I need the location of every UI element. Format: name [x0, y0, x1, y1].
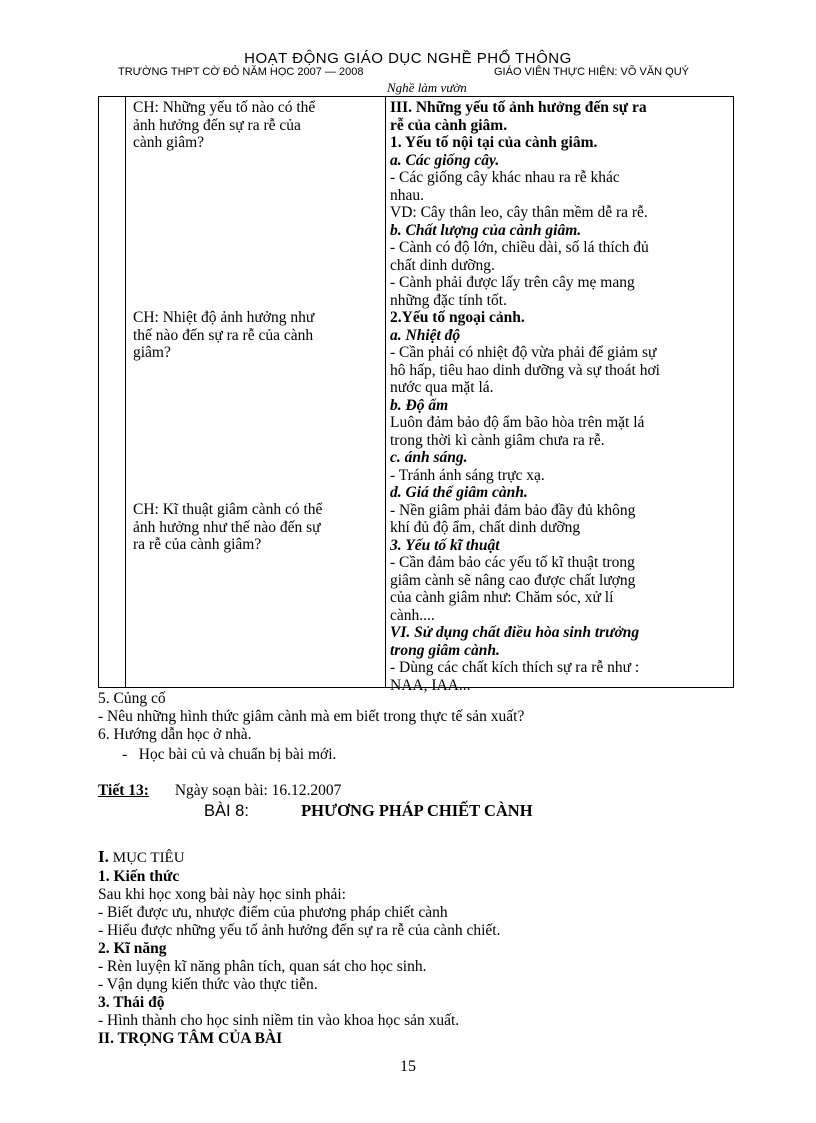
- content-line: - Cần phải có nhiệt độ vừa phải để giảm sự: [390, 344, 657, 361]
- homework-heading: 6. Hướng dẫn học ở nhà.: [98, 726, 252, 743]
- question-factors: CH: Những yếu tố nào có thể ảnh hưởng đến sự ra rễ của cành giâm?: [133, 99, 316, 151]
- content-line: a. Nhiệt độ: [390, 326, 461, 344]
- skills-item: - Vận dụng kiến thức vào thực tiễn.: [98, 976, 318, 993]
- homework-item: - Học bài củ và chuẩn bị bài mới.: [122, 746, 337, 763]
- table-divider: [125, 97, 126, 687]
- content-line: cành....: [390, 606, 435, 624]
- lesson-content-column: [390, 99, 730, 694]
- content-line: c. ánh sáng.: [390, 449, 468, 466]
- content-line: trong thời kì cành giâm chưa ra rễ.: [390, 431, 605, 449]
- page-number: 15: [400, 1058, 416, 1075]
- content-line: khí đủ độ ẩm, chất dinh dưỡng: [390, 519, 581, 536]
- table-divider: [385, 97, 386, 687]
- content-line: NAA, IAA...: [390, 676, 471, 694]
- content-line: chất dinh dưỡng.: [390, 256, 495, 274]
- content-line: a. Các giống cây.: [390, 151, 500, 169]
- content-line: VI. Sử dụng chất điều hòa sinh trưởng: [390, 624, 640, 641]
- subsection-knowledge: 1. Kiến thức: [98, 868, 180, 885]
- bullet: -: [122, 746, 128, 763]
- content-line: Luôn đảm bảo độ ẩm bão hòa trên mặt lá: [390, 414, 645, 431]
- content-line: - Nền giâm phải đảm bảo đầy đủ không: [390, 501, 636, 519]
- question-technique: CH: Kĩ thuật giâm cành có thể ảnh hưởng như thế nào đến sự ra rễ của cành giâm?: [133, 501, 323, 553]
- school-year-line: TRƯỜNG THPT CỜ ĐỎ NĂM HỌC 2007 — 2008: [118, 66, 364, 78]
- document-header-info: [118, 66, 718, 78]
- consolidation-question: - Nêu những hình thức giâm cành mà em biết trong thực tế sản xuất?: [98, 708, 525, 725]
- lesson-meta: [98, 782, 738, 800]
- content-line: 1. Yếu tố nội tại của cành giâm.: [390, 134, 598, 151]
- content-line: VD: Cây thân leo, cây thân mềm dễ ra rễ.: [390, 204, 648, 221]
- content-line: trong giâm cành.: [390, 641, 500, 659]
- teacher-line: GIÁO VIÊN THỰC HIỆN: VÕ VĂN QUÝ: [494, 66, 690, 78]
- period-label: Tiết 13:: [98, 782, 149, 799]
- lesson-table: [98, 96, 734, 694]
- skills-item: - Rèn luyện kĩ năng phân tích, quan sát cho học sinh.: [98, 958, 427, 975]
- knowledge-item: - Hiểu được những yếu tố ảnh hưởng đến sự ra rễ của cành chiết.: [98, 922, 501, 939]
- section-focus: II. TRỌNG TÂM CỦA BÀI: [98, 1030, 283, 1047]
- content-line: d. Giá thể giâm cành.: [390, 484, 528, 501]
- attitude-item: - Hình thành cho học sinh niềm tin vào khoa học sản xuất.: [98, 1012, 460, 1029]
- content-line: nước qua mặt lá.: [390, 379, 494, 396]
- document-subtitle: Nghề làm vườn: [387, 80, 467, 95]
- content-line: - Cành có độ lớn, chiều dài, số lá thích đủ: [390, 239, 649, 256]
- content-line: - Cần đảm bảo các yếu tố kĩ thuật trong: [390, 554, 635, 571]
- content-line: b. Chất lượng của cành giâm.: [390, 221, 582, 239]
- content-line: b. Độ ẩm: [390, 396, 449, 414]
- prep-date: Ngày soạn bài: 16.12.2007: [174, 782, 342, 799]
- content-line: - Dùng các chất kích thích sự ra rễ như :: [390, 659, 640, 676]
- content-line: rễ của cành giâm.: [390, 116, 508, 134]
- section-objectives: I. MỤC TIÊU: [98, 847, 185, 866]
- content-line: 3. Yếu tố kĩ thuật: [390, 536, 500, 554]
- content-line: nhau.: [390, 186, 425, 204]
- content-line: - Tránh ánh sáng trực xạ.: [390, 466, 545, 484]
- content-line: 2.Yếu tố ngoại cảnh.: [390, 309, 525, 326]
- document-header-title: HOẠT ĐỘNG GIÁO DỤC NGHỀ PHỔ THÔNG: [244, 50, 572, 67]
- lesson-title: BÀI 8: PHƯƠNG PHÁP CHIẾT CÀNH: [204, 801, 533, 820]
- content-line: - Các giống cây khác nhau ra rễ khác: [390, 169, 620, 186]
- subsection-attitude: 3. Thái độ: [98, 994, 165, 1011]
- content-line: - Cành phải được lấy trên cây mẹ mang: [390, 274, 635, 291]
- consolidation-heading: 5. Củng cố: [98, 690, 166, 707]
- content-line: III. Những yếu tố ảnh hưởng đến sự ra: [390, 99, 647, 116]
- content-line: những đặc tính tốt.: [390, 291, 507, 309]
- question-temperature: CH: Nhiệt độ ảnh hưởng như thế nào đến sự ra rễ của cành giâm?: [133, 309, 315, 361]
- content-line: giâm cành sẽ nâng cao được chất lượng: [390, 571, 636, 589]
- knowledge-intro: Sau khi học xong bài này học sinh phải:: [98, 886, 346, 903]
- content-line: hô hấp, tiêu hao dinh dưỡng và sự thoát hơi: [390, 361, 660, 379]
- subsection-skills: 2. Kĩ năng: [98, 940, 167, 957]
- content-line: của cành giâm như: Chăm sóc, xử lí: [390, 589, 614, 606]
- knowledge-item: - Biết được ưu, nhược điểm của phương pháp chiết cành: [98, 904, 448, 921]
